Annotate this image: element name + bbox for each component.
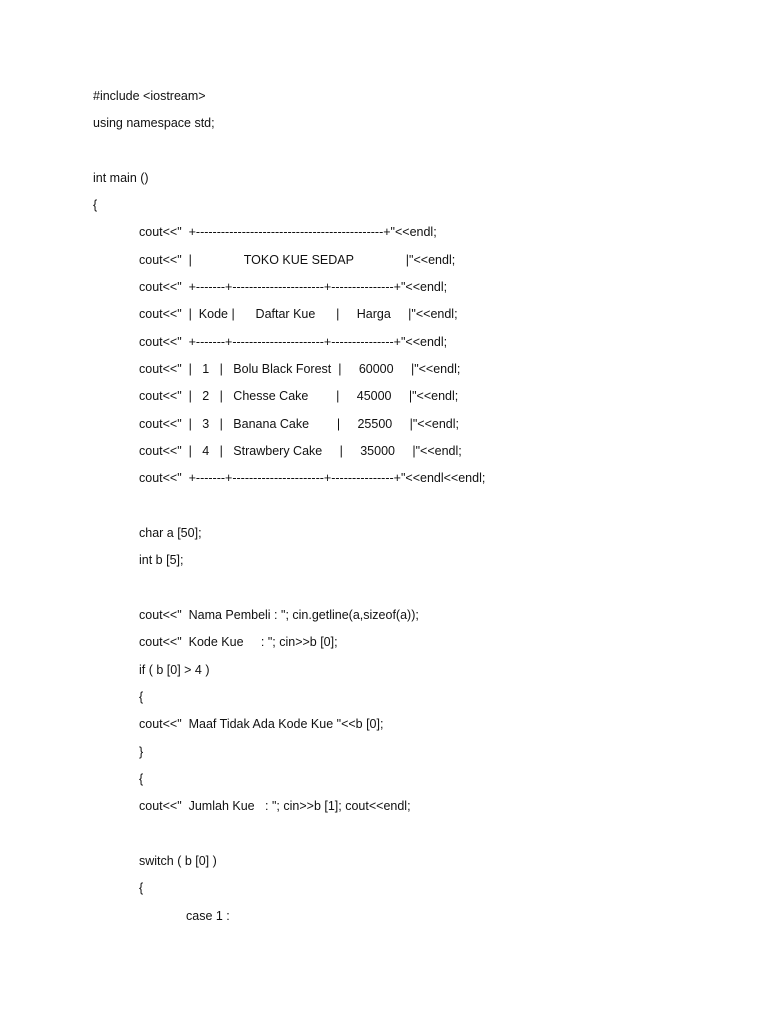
code-line: #include <iostream> [93, 89, 206, 103]
code-line: cout<<" | TOKO KUE SEDAP |"<<endl; [139, 253, 456, 267]
code-line: case 1 : [186, 909, 230, 923]
code-line: cout<<" | 3 | Banana Cake | 25500 |"<<endl; [139, 417, 459, 431]
code-line: cout<<" | 4 | Strawbery Cake | 35000 |"<<endl; [139, 444, 462, 458]
code-line: cout<<" +-------+----------------------+---------------+"<<endl; [139, 335, 448, 349]
code-line: } [139, 745, 144, 759]
code-line: { [139, 690, 144, 704]
code-line: { [139, 772, 144, 786]
code-line: cout<<" +-------+----------------------+---------------+"<<endl<<endl; [139, 471, 486, 485]
code-line: cout<<" Jumlah Kue : "; cin>>b [1]; cout<<endl; [139, 799, 411, 813]
code-line: { [139, 881, 144, 895]
code-line: cout<<" | 2 | Chesse Cake | 45000 |"<<endl; [139, 389, 459, 403]
code-line: cout<<" +-------+----------------------+---------------+"<<endl; [139, 280, 448, 294]
code-line: switch ( b [0] ) [139, 854, 217, 868]
code-line: cout<<" +---------------------------------------------+"<<endl; [139, 225, 437, 239]
code-line: cout<<" | Kode | Daftar Kue | Harga |"<<endl; [139, 307, 458, 321]
code-line: cout<<" Maaf Tidak Ada Kode Kue "<<b [0]; [139, 717, 384, 731]
code-line: int b [5]; [139, 553, 184, 567]
code-line: cout<<" Kode Kue : "; cin>>b [0]; [139, 635, 338, 649]
code-line: cout<<" Nama Pembeli : "; cin.getline(a,sizeof(a)); [139, 608, 419, 622]
code-line: { [93, 198, 98, 212]
code-line: int main () [93, 171, 149, 185]
code-line: if ( b [0] > 4 ) [139, 663, 210, 677]
code-line: char a [50]; [139, 526, 202, 540]
code-line: cout<<" | 1 | Bolu Black Forest | 60000 |"<<endl; [139, 362, 461, 376]
code-line: using namespace std; [93, 116, 215, 130]
